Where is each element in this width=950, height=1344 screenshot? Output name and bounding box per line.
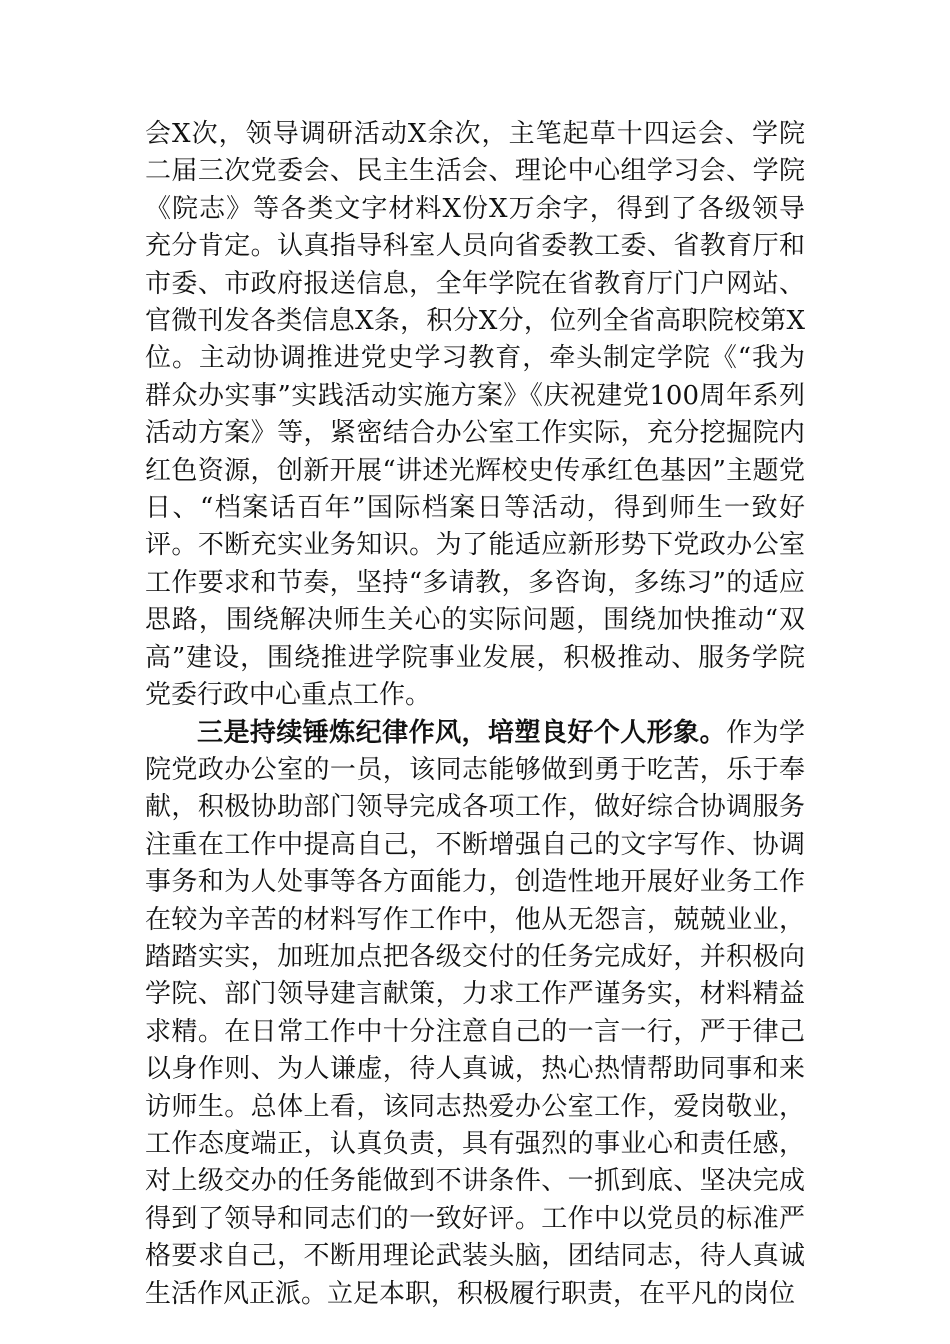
paragraph-text: 作为学院党政办公室的一员，该同志能够做到勇于吃苦，乐于奉献，积极协助部门领导完成各项工作，做好综合协调服务注重在工作中提高自己，不断增强自己的文字写作、协调事务和为人处事等各方面能力，创造性地开展好业务工作在较为辛苦的材料写作工作中，他从无怨言，兢兢业业，踏踏实实，加班加点把各级交付的任务完成好，并积极向学院、部门领导建言献策，力求工作严谨务实，材料精益求精。在日常工作中十分注意自己的一言一行，严于律己以身作则、为人谦虚，待人真诚，热心热情帮助同事和来访师生。总体上看，该同志热爱办公室工作，爱岗敬业，工作态度端正，认真负责，具有强烈的事业心和责任感，对上级交办的任务能做到不讲条件、一抓到底、坚决完成得到了领导和同志们的一致好评。工作中以党员的标准严格要求自己，不断用理论武装头脑，团结同志，待人真诚生活作风正派。立足本职，积极履行职责，在平凡的岗位: [145, 717, 805, 1309]
paragraph-section-three: [145, 715, 805, 1314]
paragraph-text: 会X次，领导调研活动X余次，主笔起草十四运会、学院二届三次党委会、民主生活会、理论中心组学习会、学院《院志》等各类文字材料X份X万余字，得到了各级领导充分肯定。认真指导科室人员向省委教工委、省教育厅和市委、市政府报送信息，全年学院在省教育厅门户网站、官微刊发各类信息X条，积分X分，位列全省高职院校第X位。主动协调推进党史学习教育，牵头制定学院《“我为群众办实事”实践活动实施方案》《庆祝建党100周年系列活动方案》等，紧密结合办公室工作实际，充分挖掘院内红色资源，创新开展“讲述光辉校史传承红色基因”主题党日、“档案话百年”国际档案日等活动，得到师生一致好评。不断充实业务知识。为了能适应新形势下党政办公室工作要求和节奏，坚持“多请教，多咨询，多练习”的适应思路，围绕解决师生关心的实际问题，围绕加快推动“双高”建设，围绕推进学院事业发展，积极推动、服务学院党委行政中心重点工作。: [145, 119, 805, 711]
document-body: [145, 116, 805, 1313]
section-heading: 三是持续锤炼纪律作风，培塑良好个人形象。: [197, 717, 727, 748]
paragraph-continuation: [145, 116, 805, 715]
